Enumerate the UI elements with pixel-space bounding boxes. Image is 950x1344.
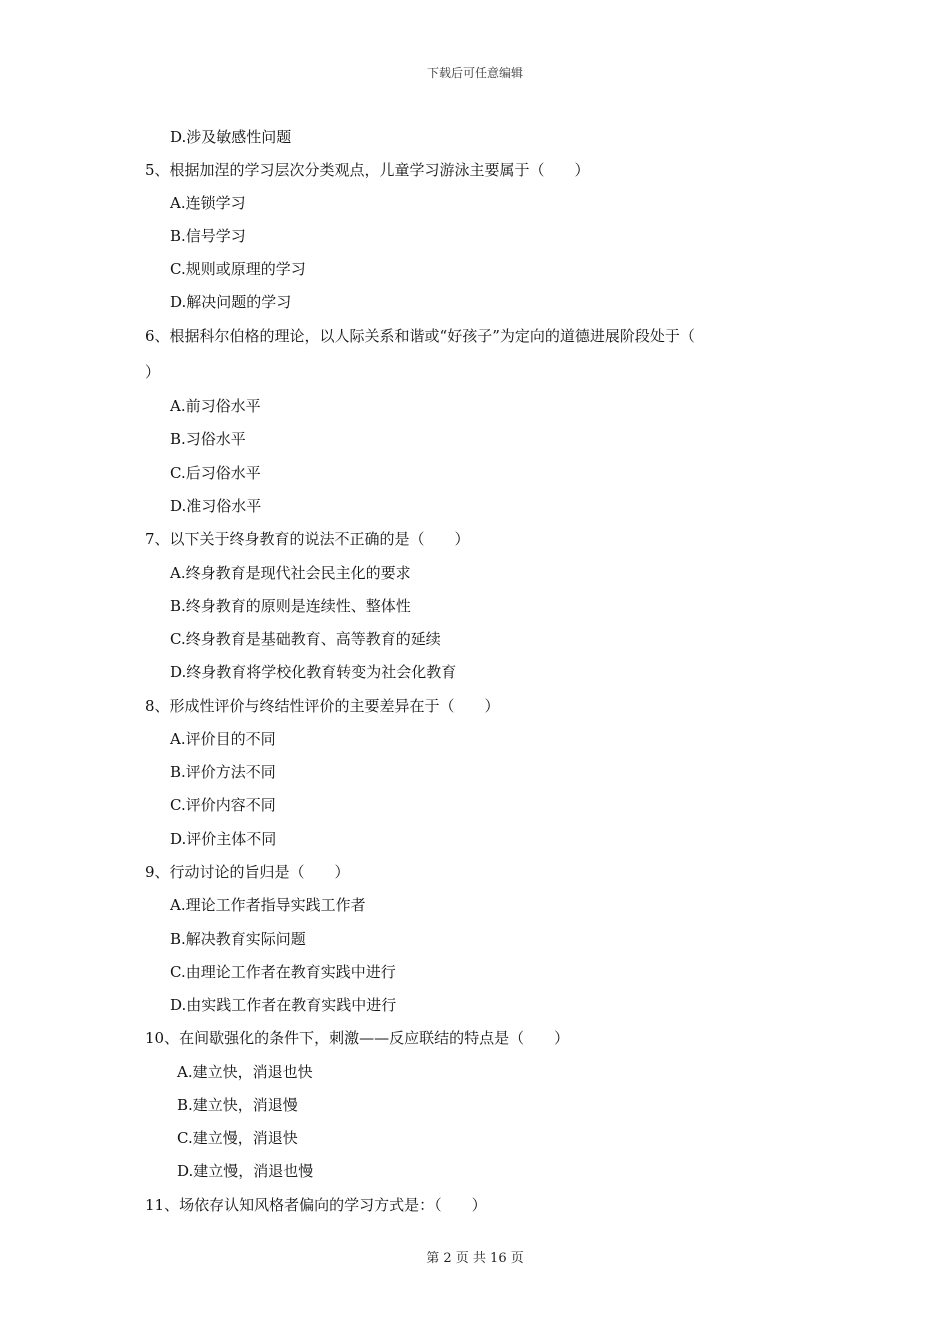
option-q10-d: D.建立慢，消退也慢	[177, 1162, 314, 1180]
option-q10-a: A.建立快，消退也快	[177, 1063, 313, 1081]
question-11-stem: 11、场依存认知风格者偏向的学习方式是：（ ）	[145, 1196, 487, 1214]
page-header: 下载后可任意编辑	[426, 66, 523, 80]
option-q6-a: A.前习俗水平	[170, 397, 261, 415]
option-q8-b: B.评价方法不同	[170, 763, 276, 781]
option-q6-d: D.准习俗水平	[170, 497, 262, 515]
option-q7-b: B.终身教育的原则是连续性、整体性	[170, 597, 411, 615]
option-q9-b: B.解决教育实际问题	[170, 930, 306, 948]
option-q6-b: B.习俗水平	[170, 430, 246, 448]
question-8-stem: 8、形成性评价与终结性评价的主要差异在于（ ）	[145, 697, 500, 715]
option-q9-a: A.理论工作者指导实践工作者	[170, 896, 366, 914]
option-q8-a: A.评价目的不同	[170, 730, 276, 748]
option-q7-c: C.终身教育是基础教育、高等教育的延续	[170, 630, 441, 648]
option-q8-d: D.评价主体不同	[170, 830, 277, 848]
option-q10-c: C.建立慢，消退快	[177, 1129, 298, 1147]
question-10-stem: 10、在间歇强化的条件下，刺激——反应联结的特点是（ ）	[145, 1029, 570, 1047]
option-q7-a: A.终身教育是现代社会民主化的要求	[170, 564, 411, 582]
option-q8-c: C.评价内容不同	[170, 796, 276, 814]
option-q9-d: D.由实践工作者在教育实践中进行	[170, 996, 397, 1014]
option-q6-c: C.后习俗水平	[170, 464, 261, 482]
option-q9-c: C.由理论工作者在教育实践中进行	[170, 963, 396, 981]
option-q4-d: D.涉及敏感性问题	[170, 128, 292, 146]
question-9-stem: 9、行动讨论的旨归是（ ）	[145, 863, 350, 881]
question-5-stem: 5、根据加涅的学习层次分类观点，儿童学习游泳主要属于（ ）	[145, 161, 590, 179]
option-q7-d: D.终身教育将学校化教育转变为社会化教育	[170, 663, 457, 681]
option-q5-a: A.连锁学习	[170, 194, 246, 212]
question-6-stem: 6、根据科尔伯格的理论，以人际关系和谐或“好孩子”为定向的道德进展阶段处于（	[145, 327, 695, 345]
page-footer: 第 2 页 共 16 页	[426, 1251, 524, 1266]
option-q5-b: B.信号学习	[170, 227, 246, 245]
option-q10-b: B.建立快，消退慢	[177, 1096, 298, 1114]
question-6-stem-continuation: ）	[145, 363, 161, 381]
question-7-stem: 7、以下关于终身教育的说法不正确的是（ ）	[145, 530, 470, 548]
option-q5-d: D.解决问题的学习	[170, 293, 292, 311]
option-q5-c: C.规则或原理的学习	[170, 260, 306, 278]
